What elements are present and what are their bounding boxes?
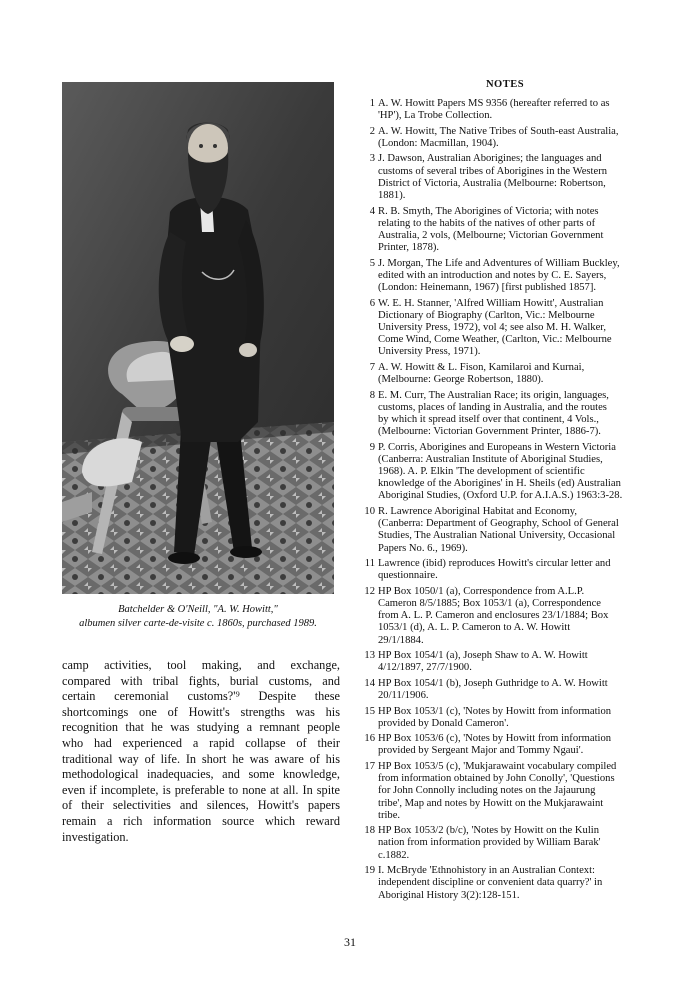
body-text-line: certain ceremonial customs?'⁹ Despite these: [62, 689, 340, 704]
body-text-line: compared with tribal fights, burial customs, and: [62, 673, 340, 688]
note-line: I. McBryde 'Ethnohistory in an Australian Context:: [378, 865, 595, 877]
body-text-line: shortcomings one of Howitt's strengths was his: [62, 704, 340, 719]
note-line: R. Lawrence Aboriginal Habitat and Economy,: [378, 505, 578, 517]
note-line: (London: Heinemann, 1967) [first published 1857].: [378, 282, 597, 294]
note-line: Come Wind, Come Weather, (Carlton, Vic.: Melbourne: [378, 334, 612, 346]
body-text-line: traditional way of life. In short he was aware of his: [62, 751, 340, 766]
note-item: [364, 362, 648, 386]
note-item: [364, 706, 648, 730]
note-line: 4/12/1897, 27/7/1900.: [378, 662, 472, 674]
note-item: [364, 678, 648, 702]
body-text-line: who had experienced a rapid collapse of their: [62, 735, 340, 750]
note-item: [364, 825, 648, 862]
note-item: [364, 558, 648, 582]
note-number: 11: [364, 558, 375, 570]
note-number: 16: [364, 733, 375, 745]
notes-heading: NOTES: [485, 79, 525, 90]
note-line: 1968). A. P. Elkin 'The development of scientific: [378, 466, 585, 478]
note-line: (London: Macmillan, 1904).: [378, 137, 499, 149]
note-line: University Press, 1971).: [378, 346, 481, 358]
note-line: for John Connolly including notes on the Jajaurung: [378, 785, 596, 797]
note-line: nation from information provided by William Barak': [378, 837, 601, 849]
note-line: Papers No. 6., 1969).: [378, 542, 468, 554]
note-line: Aboriginal Studies, (Oxford U.P. for A.I.A.S.) 1963:3-28.: [378, 490, 623, 502]
note-number: 3: [369, 153, 375, 165]
note-line: 1881).: [378, 190, 406, 202]
note-item: [364, 258, 648, 295]
note-number: 15: [364, 705, 375, 717]
note-line: Studies, The Australian National University, Occasional: [378, 530, 616, 542]
note-line: E. M. Curr, The Australian Race; its origin, languages,: [378, 389, 609, 401]
note-number: 1: [369, 98, 375, 109]
note-line: 29/1/1884.: [378, 634, 424, 646]
note-line: J. Dawson, Australian Aborigines; the languages and: [378, 153, 602, 165]
portrait-photo: [62, 82, 334, 594]
note-line: W. E. H. Stanner, 'Alfred William Howitt', Australian: [378, 297, 604, 309]
body-text: [62, 658, 340, 845]
note-line: (Canberra: Australian Institute of Aboriginal Studies,: [378, 453, 603, 465]
note-line: HP Box 1053/2 (b/c), 'Notes by Howitt on the Kulin: [378, 825, 600, 837]
note-number: 2: [369, 125, 375, 137]
note-line: Printer, 1878).: [378, 242, 440, 254]
note-number: 9: [369, 441, 375, 453]
note-line: University Press, 1972), vol 4; see also M. H. Walker,: [378, 321, 607, 333]
note-line: HP Box 1050/1 (a), Correspondence from A.L.P.: [378, 585, 585, 597]
note-line: A. W. Howitt Papers MS 9356 (hereafter referred to as: [378, 98, 610, 109]
caption-line: Batchelder & O'Neill, "A. W. Howitt,": [118, 604, 278, 615]
note-line: c.1882.: [378, 849, 410, 861]
note-line: customs, places of landing in Australia, and the routes: [378, 401, 607, 413]
note-line: (Melbourne: George Robertson, 1880).: [378, 374, 544, 386]
body-text-line: remain a rich information source which reward: [62, 813, 340, 828]
note-item: [364, 390, 648, 439]
note-line: A. W. Howitt, The Native Tribes of South-east Australia,: [378, 125, 619, 137]
note-line: knowledge of the Aborigines' in H. Sheils (ed) Australian: [378, 478, 621, 490]
note-number: 19: [364, 865, 375, 877]
note-line: J. Morgan, The Life and Adventures of William Buckley,: [378, 257, 620, 269]
note-line: customs of several tribes of Aborigines in the Western: [378, 165, 608, 177]
note-line: HP Box 1053/1 (c), 'Notes by Howitt from information: [378, 705, 612, 717]
note-line: Cameron 8/5/1885; Box 1053/1 (a), Correspondence: [378, 597, 602, 609]
body-text-line: of their selectivities and silences, Howitt's papers: [62, 798, 340, 813]
body-text-line: even if incomplete, is preferable to none at all. In spite: [62, 782, 340, 797]
note-number: 12: [364, 585, 375, 597]
body-text-line: investigation.: [62, 829, 129, 844]
body-text-line: camp activities, tool making, and exchange,: [62, 658, 340, 672]
note-line: 'HP'), La Trobe Collection.: [378, 110, 493, 122]
note-line: HP Box 1054/1 (a), Joseph Shaw to A. W. Howitt: [378, 650, 588, 662]
note-line: provided by Donald Cameron'.: [378, 717, 509, 729]
body-text-line: methodological inadequacies, and some knowledge,: [62, 767, 340, 782]
note-line: edited with an introduction and notes by C. E. Sayers,: [378, 269, 607, 281]
note-number: 17: [364, 760, 375, 772]
note-item: [364, 98, 648, 122]
note-number: 4: [369, 205, 375, 217]
note-number: 13: [364, 650, 375, 662]
note-line: Australia, 2 vols, (Melbourne; Victorian Government: [378, 229, 604, 241]
note-line: District of Victoria, Australia (Melbourne: Robertson,: [378, 177, 606, 189]
note-line: questionnaire.: [378, 570, 438, 582]
note-item: [364, 506, 648, 555]
note-item: [364, 761, 648, 822]
note-line: R. B. Smyth, The Aborigines of Victoria; with notes: [378, 205, 599, 217]
note-line: from information obtained by John Conolly', 'Questions: [378, 773, 615, 785]
photo-caption: [56, 603, 340, 631]
note-line: by which it spread itself over that continent, 4 Vols.,: [378, 413, 599, 425]
note-number: 6: [369, 297, 375, 309]
note-item: [364, 865, 648, 902]
note-line: 1053/1 (d), A. L. P. Cameron to A. W. Howitt: [378, 622, 571, 634]
note-line: Aboriginal History 3(2):128-151.: [378, 889, 520, 901]
caption-line: albumen silver carte-de-visite c. 1860s, purchased 1989.: [79, 618, 317, 629]
note-line: (Melbourne: Victorian Government Printer, 1886-7).: [378, 426, 601, 438]
note-line: (Canberra: Department of Geography, School of General: [378, 518, 619, 530]
note-line: independent discipline or convenient data quarry?' in: [378, 877, 603, 889]
note-line: Lawrence (ibid) reproduces Howitt's circular letter and: [378, 558, 611, 570]
note-line: relating to the habits of the natives of other parts of: [378, 217, 596, 229]
note-line: Dictionary of Biography (Carlton, Vic.: Melbourne: [378, 309, 595, 321]
body-text-line: recognition that he was studying a remnant people: [62, 720, 340, 735]
note-line: HP Box 1054/1 (b), Joseph Guthridge to A. W. Howitt: [378, 677, 608, 689]
note-number: 18: [364, 825, 375, 837]
note-number: 5: [369, 257, 375, 269]
note-line: tribe.: [378, 809, 401, 821]
note-item: [364, 153, 648, 202]
page-number: 31: [344, 935, 356, 949]
notes-list: [364, 98, 648, 905]
note-item: [364, 298, 648, 359]
note-item: [364, 442, 648, 503]
portrait-photo-icon: [62, 82, 334, 594]
note-item: [364, 126, 648, 150]
note-line: P. Corris, Aborigines and Europeans in Western Victoria: [378, 441, 616, 453]
note-item: [364, 650, 648, 674]
note-item: [364, 206, 648, 255]
note-line: HP Box 1053/5 (c), 'Mukjarawaint vocabulary compiled: [378, 760, 617, 772]
note-number: 7: [369, 361, 375, 373]
note-number: 10: [364, 505, 375, 517]
note-line: HP Box 1053/6 (c), 'Notes by Howitt from information: [378, 733, 612, 745]
note-line: provided by Sergeant Major and Tommy Ngaui'.: [378, 745, 584, 757]
note-number: 14: [364, 677, 375, 689]
note-line: 20/11/1906.: [378, 690, 429, 701]
note-line: from A. L. P. Cameron and enclosures 23/1/1884; Box: [378, 610, 609, 622]
note-item: [364, 733, 648, 757]
note-line: tribe', Map and notes by Howitt on the Mukjarawaint: [378, 797, 604, 809]
note-line: A. W. Howitt & L. Fison, Kamilaroi and Kurnai,: [378, 361, 585, 373]
note-number: 8: [369, 389, 375, 401]
note-item: [364, 586, 648, 647]
